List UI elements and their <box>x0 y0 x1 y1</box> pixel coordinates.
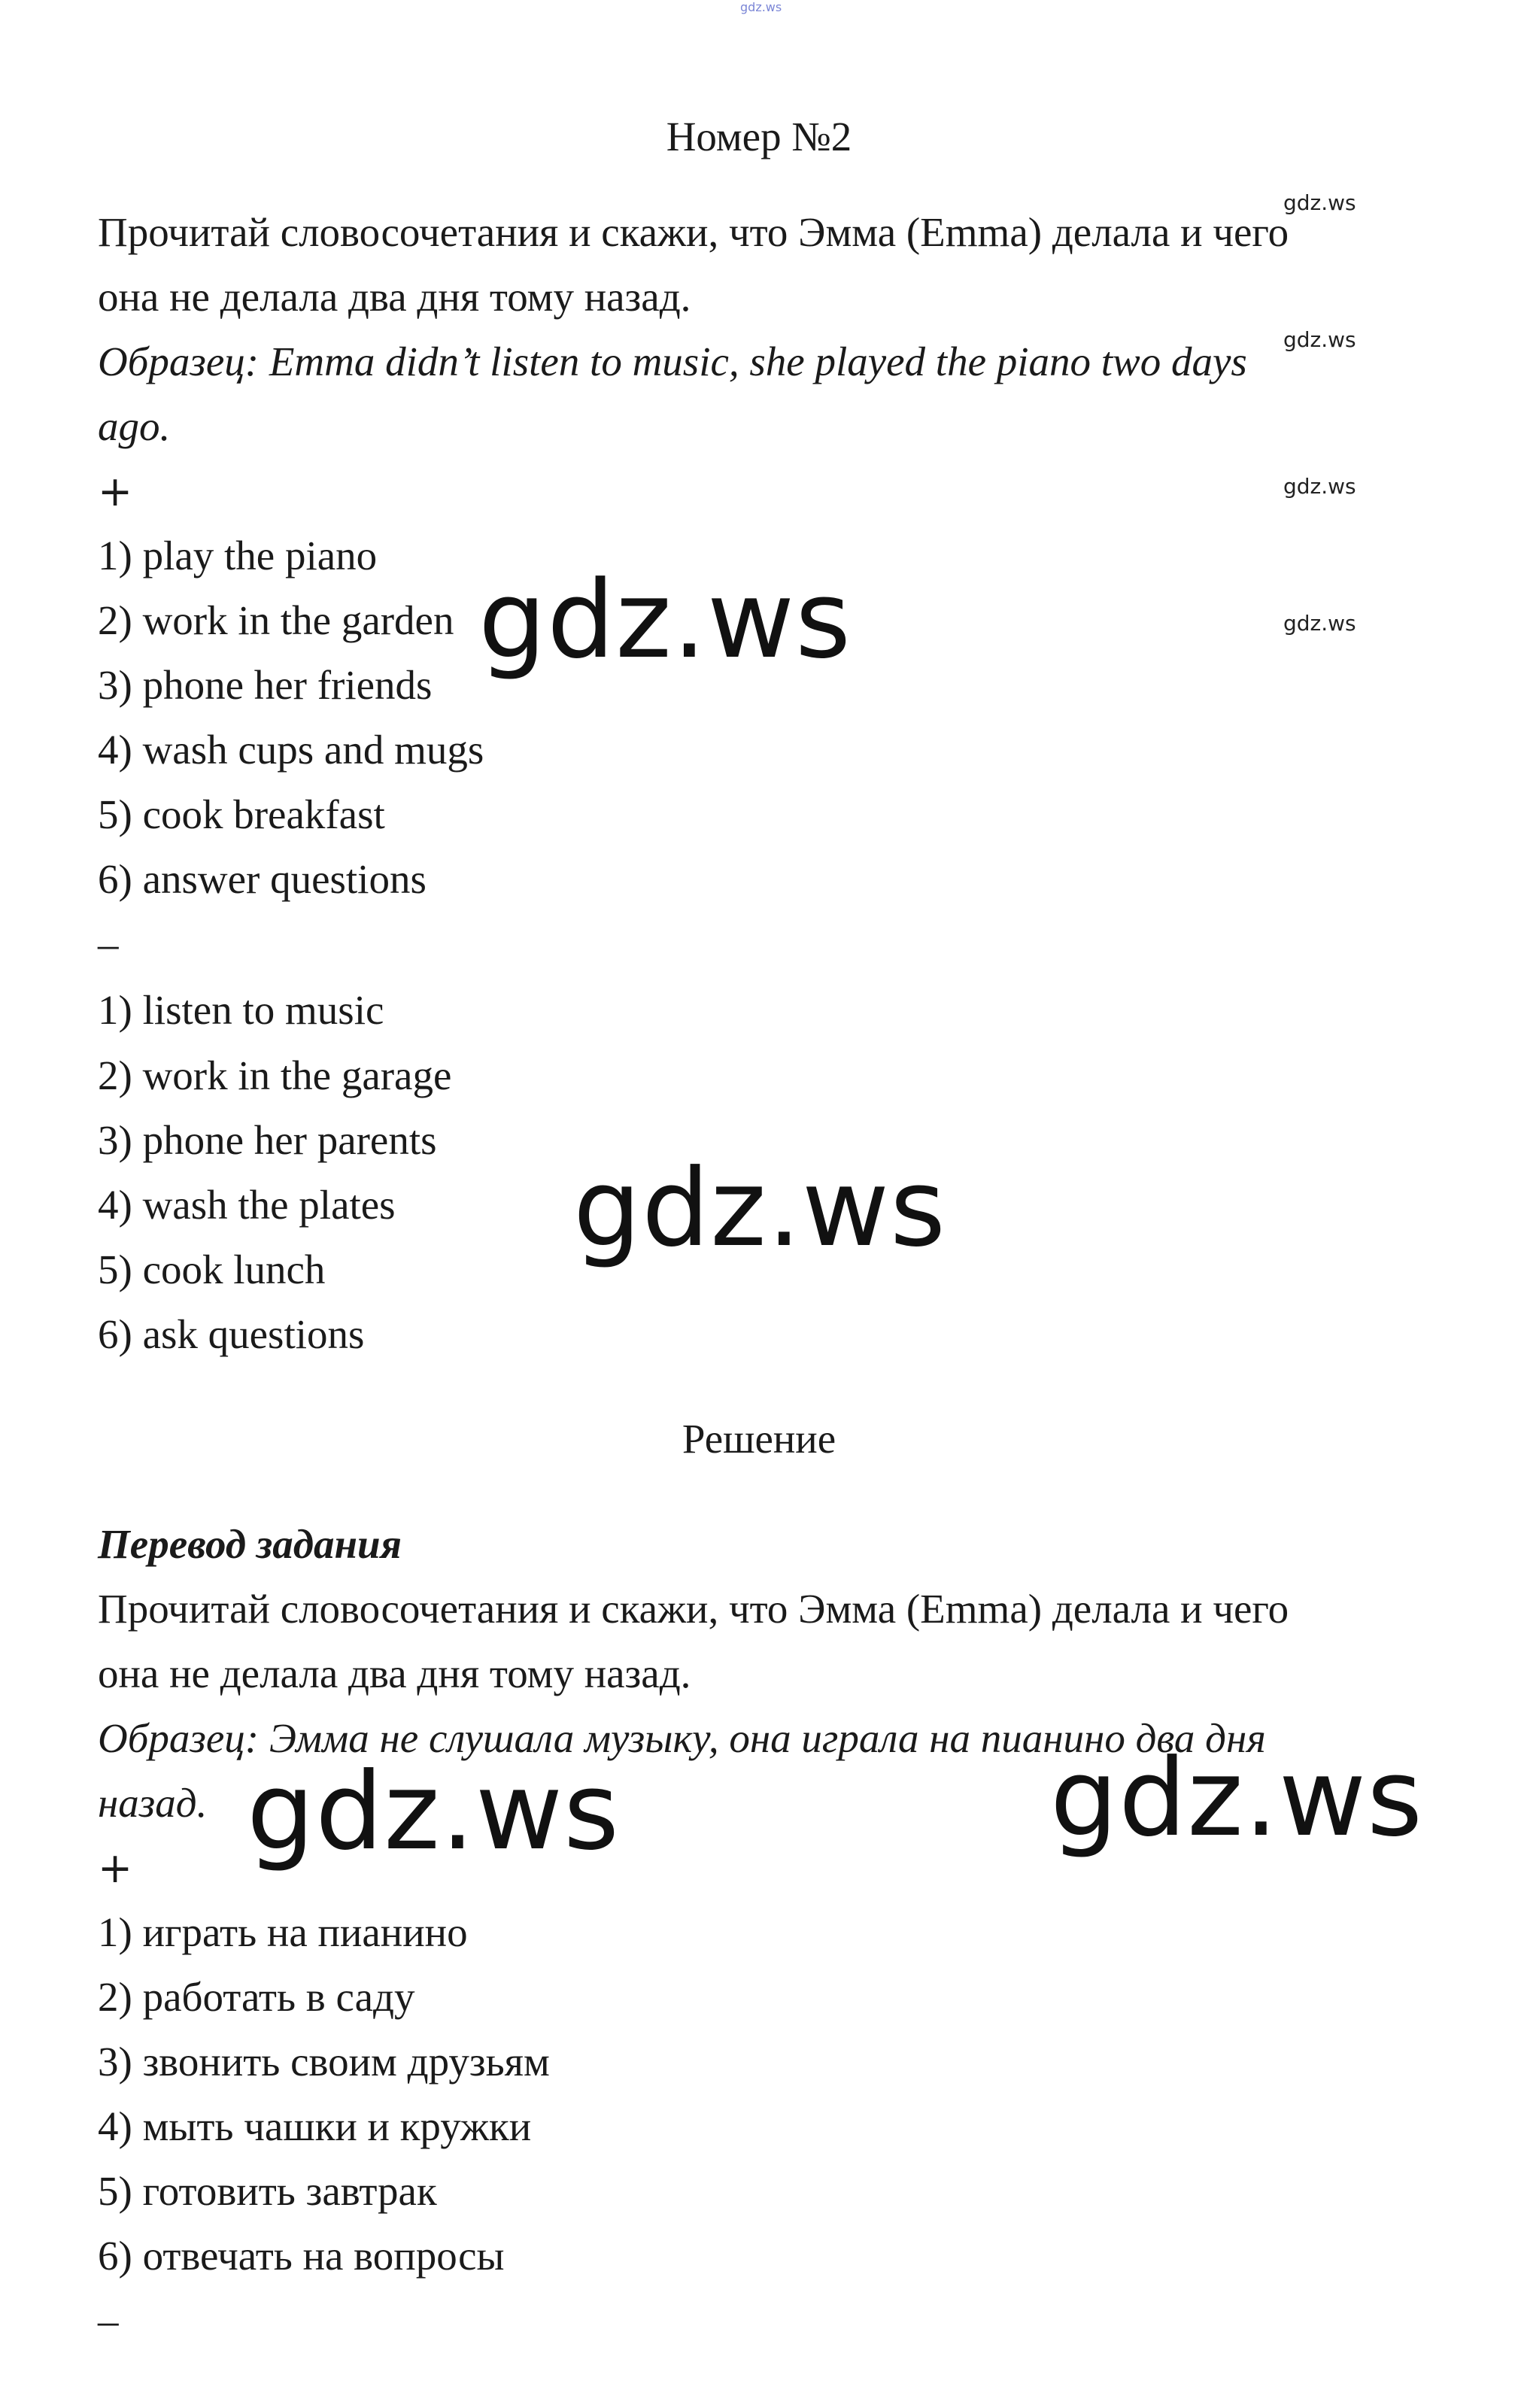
task-title: Номер №2 <box>666 114 852 159</box>
task-plus-item: 3) phone her friends <box>98 662 433 708</box>
solution-plus-mark: + <box>98 1844 133 1892</box>
watermark-top: gdz.ws <box>740 0 782 14</box>
task-example-line-1: Образец: Emma didn’t listen to music, she played the piano two days <box>98 339 1247 384</box>
solution-plus-item: 6) отвечать на вопросы <box>98 2233 505 2279</box>
task-plus-item: 5) cook breakfast <box>98 791 385 837</box>
task-example-line-2: ago. <box>98 403 171 449</box>
solution-plus-item: 1) играть на пианино <box>98 1909 468 1955</box>
solution-plus-item: 5) готовить завтрак <box>98 2168 437 2214</box>
solution-example-line-2: назад. <box>98 1780 208 1826</box>
task-instruction-line-2: она не делала два дня тому назад. <box>98 274 691 320</box>
task-minus-item: 2) work in the garage <box>98 1052 452 1098</box>
watermark-small: gdz.ws <box>1283 474 1356 499</box>
task-minus-item: 3) phone her parents <box>98 1117 437 1163</box>
task-minus-mark: – <box>98 921 119 967</box>
solution-instruction-line-1: Прочитай словосочетания и скажи, что Эмма (Emma) делала и чего <box>98 1586 1289 1632</box>
task-plus-item: 4) wash cups and mugs <box>98 727 484 773</box>
task-minus-item: 4) wash the plates <box>98 1182 396 1228</box>
watermark-big: gdz.ws <box>573 1146 947 1271</box>
solution-heading: Решение <box>682 1416 836 1462</box>
task-plus-item: 1) play the piano <box>98 533 378 578</box>
watermark-small: gdz.ws <box>1283 611 1356 636</box>
watermark-small: gdz.ws <box>1283 190 1356 215</box>
watermark-big: gdz.ws <box>478 558 852 682</box>
task-plus-mark: + <box>98 467 133 515</box>
task-instruction-line-1: Прочитай словосочетания и скажи, что Эмма (Emma) делала и чего <box>98 209 1289 255</box>
solution-plus-item: 2) работать в саду <box>98 1974 415 2020</box>
task-minus-item: 6) ask questions <box>98 1311 365 1357</box>
solution-plus-item: 3) звонить своим друзьям <box>98 2039 550 2085</box>
solution-minus-mark: – <box>98 2297 119 2343</box>
solution-plus-item: 4) мыть чашки и кружки <box>98 2103 532 2149</box>
task-plus-item: 6) answer questions <box>98 856 427 902</box>
task-plus-item: 2) work in the garden <box>98 597 454 643</box>
watermark-big: gdz.ws <box>247 1750 621 1874</box>
task-minus-item: 1) listen to music <box>98 987 384 1033</box>
task-minus-item: 5) cook lunch <box>98 1247 326 1292</box>
translation-heading: Перевод задания <box>98 1521 402 1567</box>
solution-instruction-line-2: она не делала два дня тому назад. <box>98 1650 691 1696</box>
solution-example-line-1: Образец: Эмма не слушала музыку, она играла на пианино два дня <box>98 1715 1266 1761</box>
watermark-big: gdz.ws <box>1050 1736 1424 1860</box>
watermark-small: gdz.ws <box>1283 327 1356 352</box>
